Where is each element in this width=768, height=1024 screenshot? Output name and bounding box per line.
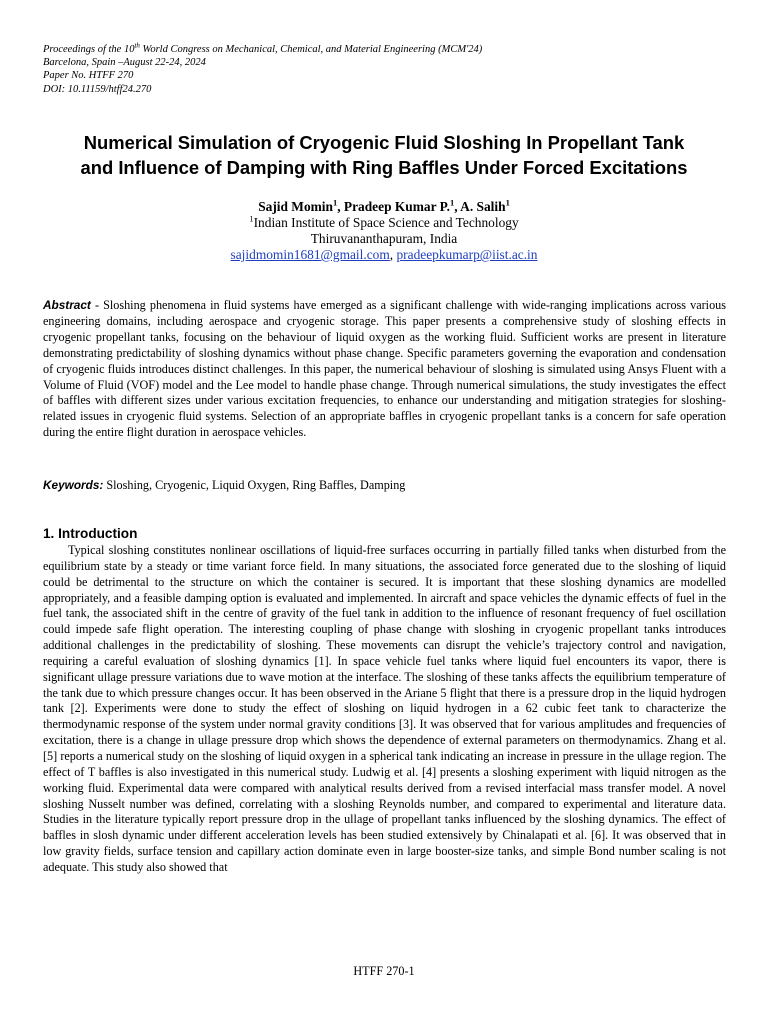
abstract-label: Abstract	[43, 298, 91, 312]
abstract	[43, 298, 726, 441]
keywords-text: Sloshing, Cryogenic, Liquid Oxygen, Ring Baffles, Damping	[103, 478, 406, 492]
affiliation: $^1$Indian Institute of Space Science and Technology	[249, 213, 519, 230]
paper-number: Paper No. HTFF 270	[43, 70, 134, 82]
author-block	[34, 199, 734, 263]
doi: DOI: 10.11159/htff24.270	[43, 83, 152, 95]
introduction-paragraph: Typical sloshing constitutes nonlinear oscillations of liquid-free surfaces occurring in partially filled tanks when disturbed from the equilibrium state by a steady or time variant force field. In many situations, the associated force generated due to the sloshing of liquid could be detrimental to the structure on which the container is secured. It is important that these sloshing dynamics are modelled appropriately, and a feasible damping option is evaluated and implemented. In aircraft and space vehicles the dynamic effects of fuel in the fuel tank, the associated shift in the centre of gravity of the fuel tank in addition to the influence of resonant frequency of fuel oscillation could impede safe flight operation. The interesting coupling of phase change with sloshing in cryogenic propellant tanks introduces additional challenges in the predictability of sloshing. These movements can disrupt the vehicle’s trajectory control and navigation, requiring a careful evaluation of sloshing dynamics [1]. In space vehicle fuel tanks where liquid fuel encounters its vapor, there is significant ullage pressure variations due to wave motion at the interface. The sloshing of these tanks affects the equilibrium temperature of the tank due to which pressure changes occur. It has been observed in the Ariane 5 flight that there is a pressure drop in the liquid hydrogen tank [2]. Experiments were done to study the effect of sloshing on liquid hydrogen in a 62 cubic feet tank to characterize the thermodynamic response of the system under normal gravity conditions [3]. It was observed that for various amplitudes and frequencies of excitation, there is a change in ullage pressure drop which shows the dependence of external parameters on thermodynamics. Zhang et al. [5] reports a numerical study on the sloshing of liquid oxygen in a spherical tank indicating an increase in pressure in the ullage region. The effect of T baffles is also investigated in this numerical study. Ludwig et al. [4] presents a sloshing experiment with liquid nitrogen as the working fluid. Experimental data were compared with analytical results derived from a revised interfacial mass transfer model. A novel sloshing Nusselt number was defined, correlating with a sloshing Reynolds number, and compared to experimental and literature data. Studies in the literature typically report pressure drop in the ullage of propellant tanks influenced by the sloshing dynamics. The effect of baffles in slosh dynamic under different acceleration levels has been studied extensively by Chinalapati et al. [6]. It was observed that in low gravity fields, surface tension and capillary action dominate even in large booster-size tanks, and simple Bond number scaling is not adequate. This study also showed that	[43, 543, 726, 874]
author-3: A. Salih	[460, 199, 506, 214]
title-line-2: and Influence of Damping with Ring Baffles Under Forced Excitations	[80, 157, 688, 178]
paper-title	[30, 130, 738, 180]
email-link-2[interactable]: pradeepkumarp@iist.ac.in	[396, 247, 538, 262]
section-heading-introduction: 1. Introduction	[43, 526, 138, 541]
title-line-1: Numerical Simulation of Cryogenic Fluid Sloshing In Propellant Tank	[83, 132, 685, 153]
proceedings-line: Proceedings of the 10th World Congress on Mechanical, Chemical, and Material Engineering (MCM'24)	[43, 41, 483, 55]
venue-line: Barcelona, Spain –August 22-24, 2024	[43, 57, 206, 69]
abstract-text: - Sloshing phenomena in fluid systems have emerged as a significant challenge with wide-ranging implications across various engineering domains, including aerospace and cryogenic storage. This paper presents a comprehensive study of sloshing effects in cryogenic propellant tanks, focusing on the behaviour of liquid oxygen as the working fluid. Sufficient works are present in literature demonstrating predictability of sloshing dynamics without phase change. Specific parameters governing the evaporation and condensation of cryogenic fluids introduces distinct challenges. In this paper, the numerical behaviour of sloshing is simulated using Ansys Fluent with a Volume of Fluid (VOF) model and the Lee model to handle phase change. Through numerical simulations, the study investigates the effect of baffles with different sizes under various excitation frequencies, to enhance our understanding and mitigation strategies for sloshing-related issues in cryogenic fluid systems. Selection of an appropriate baffles in cryogenic propellant tanks is a concern for safe operation during the entire flight duration in aerospace vehicles.	[43, 298, 726, 440]
author-emails: sajidmomin1681@gmail.com, pradeepkumarp@iist.ac.in	[230, 247, 538, 262]
keywords	[43, 477, 726, 493]
author-2: Pradeep Kumar P.	[343, 199, 450, 214]
affiliation-location: Thiruvananthapuram, India	[310, 231, 458, 246]
conference-header	[43, 43, 643, 96]
page-footer: HTFF 270-1	[353, 964, 415, 978]
author-names: Sajid Momin$^1$, Pradeep Kumar P.$^1$, A. Salih$^1$	[258, 197, 510, 214]
email-link-1[interactable]: sajidmomin1681@gmail.com	[230, 247, 390, 262]
author-1: Sajid Momin	[258, 199, 333, 214]
keywords-label: Keywords:	[43, 478, 104, 492]
